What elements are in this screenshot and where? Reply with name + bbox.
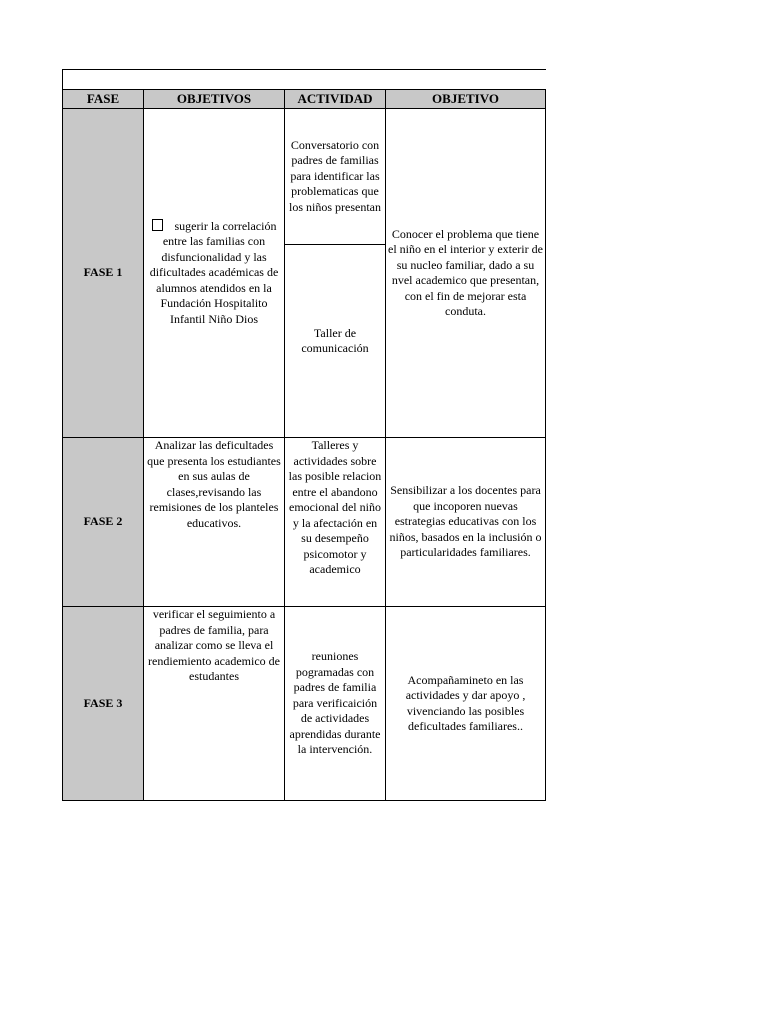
objetivos-cell: verificar el seguimiento a padres de familia, para analizar como se lleva el rendiemiento academico de estudantes xyxy=(144,607,285,801)
table-top-border xyxy=(62,69,546,89)
objetivo-cell: Acompañamineto en las actividades y dar apoyo , vivenciando las posibles deficultades familiares.. xyxy=(386,607,546,801)
header-objetivo: OBJETIVO xyxy=(386,90,546,109)
header-actividad: ACTIVIDAD xyxy=(285,90,386,109)
fase-cell: FASE 3 xyxy=(63,607,144,801)
header-objetivos: OBJETIVOS xyxy=(144,90,285,109)
table-row xyxy=(63,438,546,607)
objetivos-text: sugerir la correlación entre las familias con disfuncionalidad y las dificultades académicas de alumnos atendidos en la Fundación Hospitalito Infantil Niño Dios xyxy=(149,218,279,326)
fase-cell: FASE 1 xyxy=(63,109,144,438)
objetivo-cell: Conocer el problema que tiene el niño en el interior y exterir de su nucleo familiar, dado a su nvel academico que presentan, con el fin de mejorar esta conduta. xyxy=(386,109,546,438)
table-row xyxy=(63,607,546,801)
objetivos-cell xyxy=(144,109,285,438)
table-row xyxy=(63,109,546,245)
objetivos-cell: Analizar las deficultades que presenta los estudiantes en sus aulas de clases,revisando las remisiones de los planteles educativos. xyxy=(144,438,285,607)
objetivo-cell: Sensibilizar a los docentes para que incoporen nuevas estrategias educativas con los niños, basados en la inclusión o particularidades familiares. xyxy=(386,438,546,607)
header-fase: FASE xyxy=(63,90,144,109)
actividad-cell: Talleres y actividades sobre las posible relacion entre el abandono emocional del niño y la afectación en su desempeño psicomotor y academico xyxy=(285,438,386,607)
actividad-cell: Conversatorio con padres de familias para identificar las problematicas que los niños presentan xyxy=(285,109,386,245)
fase-cell: FASE 2 xyxy=(63,438,144,607)
phases-table xyxy=(62,89,546,801)
bullet-box-icon xyxy=(152,219,163,231)
table-header-row xyxy=(63,90,546,109)
actividad-cell: Taller de comunicación xyxy=(285,245,386,438)
actividad-cell: reuniones pogramadas con padres de familia para verificaición de actividades aprendidas durante la intervención. xyxy=(285,607,386,801)
